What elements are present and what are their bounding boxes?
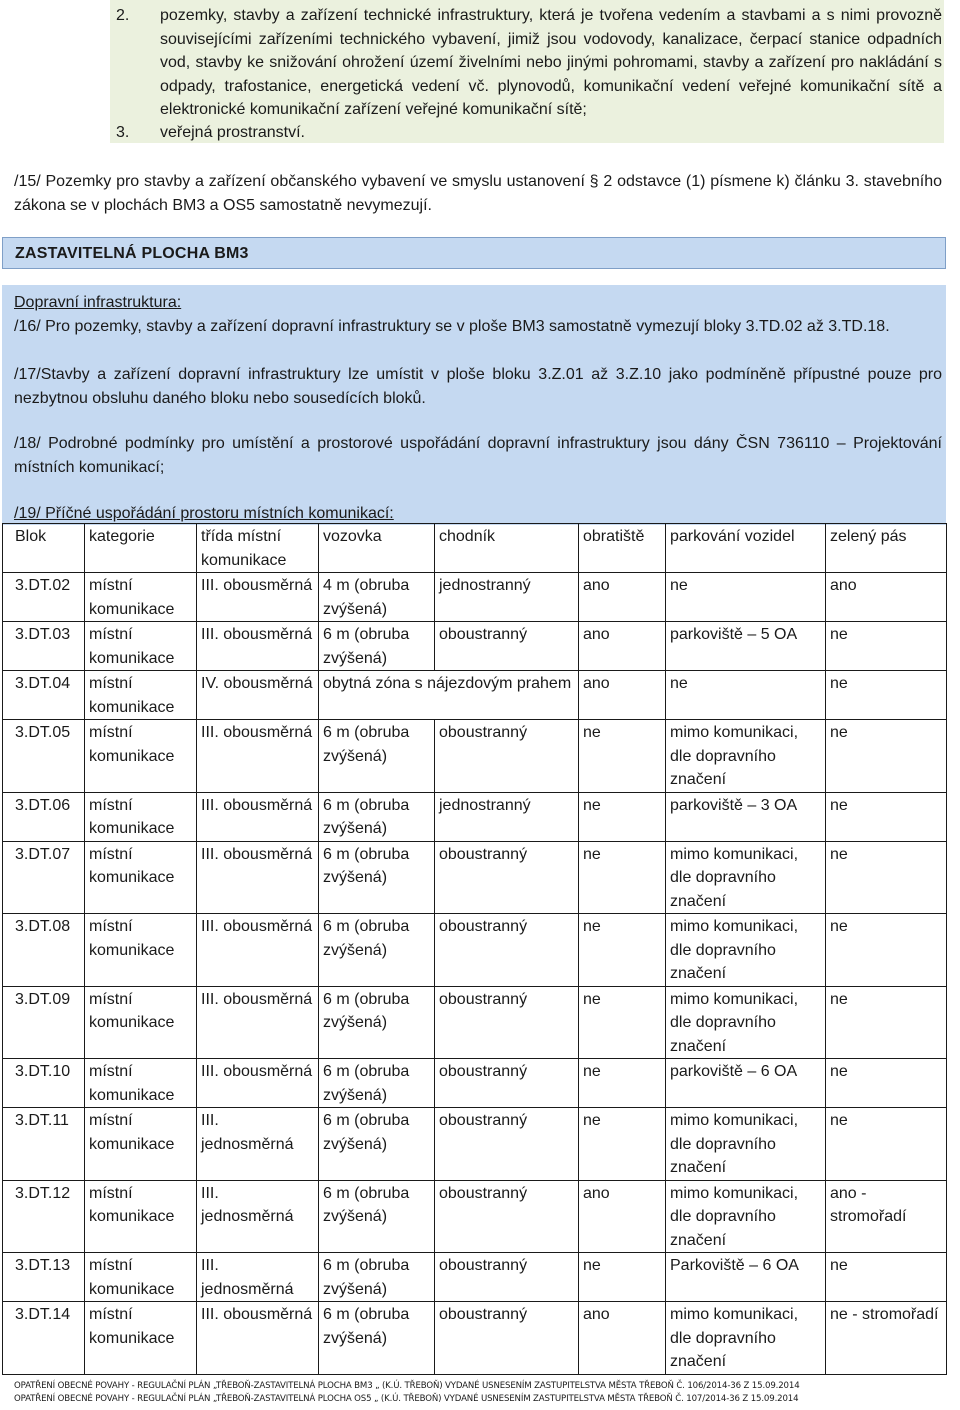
table-row	[3, 841, 947, 914]
cell-obratiste: ne	[579, 1059, 666, 1108]
list-item-number: 2.	[116, 7, 130, 24]
cell-blok: 3.DT.02	[3, 573, 85, 622]
table-row	[3, 792, 947, 841]
paragraph-18: /18/ Podrobné podmínky pro umístění a prostorové uspořádání dopravní infrastruktury jsou dány ČSN 736110 – Projektování místních komunikací;	[14, 435, 942, 476]
header-chodnik: chodník	[435, 524, 579, 573]
cell-kategorie: místní komunikace	[85, 841, 197, 914]
cell-vozovka: 6 m (obruba zvýšená)	[319, 720, 435, 793]
cell-obratiste: ne	[579, 792, 666, 841]
cell-obratiste: ne	[579, 986, 666, 1059]
cell-parkovani: mimo komunikaci, dle dopravního značení	[666, 720, 826, 793]
cell-vozovka: 4 m (obruba zvýšená)	[319, 573, 435, 622]
cell-kategorie: místní komunikace	[85, 1059, 197, 1108]
header-zeleny-pas: zelený pás	[826, 524, 947, 573]
cell-zeleny-pas: ne	[826, 986, 947, 1059]
cell-zeleny-pas: ano	[826, 573, 947, 622]
table-row	[3, 986, 947, 1059]
cell-trida: III. obousměrná	[197, 792, 319, 841]
cell-vozovka: 6 m (obruba zvýšená)	[319, 914, 435, 987]
cell-vozovka: 6 m (obruba zvýšená)	[319, 986, 435, 1059]
table-row	[3, 622, 947, 671]
road-profile-table	[2, 523, 947, 1375]
cell-chodnik: jednostranný	[435, 792, 579, 841]
cell-blok: 3.DT.06	[3, 792, 85, 841]
cell-parkovani: parkoviště – 3 OA	[666, 792, 826, 841]
cell-parkovani: mimo komunikaci, dle dopravního značení	[666, 914, 826, 987]
cell-chodnik: oboustranný	[435, 720, 579, 793]
cell-chodnik: oboustranný	[435, 622, 579, 671]
cell-trida: III. jednosměrná	[197, 1253, 319, 1302]
cell-obratiste: ano	[579, 671, 666, 720]
section-heading-box	[2, 237, 946, 269]
cell-obratiste: ano	[579, 622, 666, 671]
cell-kategorie: místní komunikace	[85, 1180, 197, 1253]
cell-kategorie: místní komunikace	[85, 1302, 197, 1375]
cell-blok: 3.DT.14	[3, 1302, 85, 1375]
list-item-text: veřejná prostranství.	[160, 124, 305, 141]
cell-zeleny-pas: ne	[826, 914, 947, 987]
header-trida: třída místní komunikace	[197, 524, 319, 573]
cell-zeleny-pas: ne	[826, 792, 947, 841]
paragraph-17: /17/Stavby a zařízení dopravní infrastruktury lze umístit v ploše bloku 3.Z.01 až 3.Z.10 jako podmíněně přípustné pouze pro nezbytnou obsluhu daného bloku nebo sousedících bloků.	[14, 366, 942, 407]
cell-chodnik: oboustranný	[435, 1059, 579, 1108]
cell-zeleny-pas: ne	[826, 1059, 947, 1108]
cell-chodnik: oboustranný	[435, 914, 579, 987]
table-row	[3, 1108, 947, 1181]
header-blok: Blok	[3, 524, 85, 573]
cell-kategorie: místní komunikace	[85, 986, 197, 1059]
cell-obratiste: ne	[579, 841, 666, 914]
cell-parkovani: mimo komunikaci, dle dopravního značení	[666, 1302, 826, 1375]
table-row	[3, 1180, 947, 1253]
cell-parkovani: mimo komunikaci, dle dopravního značení	[666, 1108, 826, 1181]
cell-kategorie: místní komunikace	[85, 573, 197, 622]
cell-blok: 3.DT.04	[3, 671, 85, 720]
section-heading: ZASTAVITELNÁ PLOCHA BM3	[15, 245, 249, 262]
cell-parkovani: parkoviště – 6 OA	[666, 1059, 826, 1108]
cell-blok: 3.DT.09	[3, 986, 85, 1059]
cell-zeleny-pas: ne	[826, 841, 947, 914]
cell-zeleny-pas: ne	[826, 671, 947, 720]
cell-trida: III. obousměrná	[197, 720, 319, 793]
cell-obratiste: ano	[579, 573, 666, 622]
cell-zeleny-pas: ne	[826, 1253, 947, 1302]
cell-obratiste: ano	[579, 1302, 666, 1375]
cell-vozovka: 6 m (obruba zvýšená)	[319, 1180, 435, 1253]
cell-blok: 3.DT.11	[3, 1108, 85, 1181]
cell-chodnik: oboustranný	[435, 1180, 579, 1253]
cell-parkovani: mimo komunikaci, dle dopravního značení	[666, 986, 826, 1059]
cell-chodnik: oboustranný	[435, 1253, 579, 1302]
cell-obratiste: ne	[579, 1108, 666, 1181]
cell-vozovka: 6 m (obruba zvýšená)	[319, 1059, 435, 1108]
header-vozovka: vozovka	[319, 524, 435, 573]
cell-trida: III. obousměrná	[197, 1302, 319, 1375]
cell-chodnik: oboustranný	[435, 986, 579, 1059]
cell-zeleny-pas: ne	[826, 720, 947, 793]
cell-chodnik: oboustranný	[435, 1108, 579, 1181]
cell-kategorie: místní komunikace	[85, 1253, 197, 1302]
cell-obratiste: ne	[579, 720, 666, 793]
cell-vozovka: 6 m (obruba zvýšená)	[319, 792, 435, 841]
cell-parkovani: ne	[666, 573, 826, 622]
cell-parkovani: Parkoviště – 6 OA	[666, 1253, 826, 1302]
table-row	[3, 1253, 947, 1302]
cell-trida: III. obousměrná	[197, 841, 319, 914]
cell-trida: IV. obousměrná	[197, 671, 319, 720]
cell-blok: 3.DT.12	[3, 1180, 85, 1253]
cell-blok: 3.DT.10	[3, 1059, 85, 1108]
cell-blok: 3.DT.08	[3, 914, 85, 987]
cell-chodnik: oboustranný	[435, 1302, 579, 1375]
cell-kategorie: místní komunikace	[85, 1108, 197, 1181]
cell-vozovka: 6 m (obruba zvýšená)	[319, 1108, 435, 1181]
table-row	[3, 1059, 947, 1108]
cell-vozovka: 6 m (obruba zvýšená)	[319, 1253, 435, 1302]
list-item-text: pozemky, stavby a zařízení technické infrastruktury, která je tvořena vedením a stavbami a s nimi provozně souvisejícími zařízeními technického vybavení, jimiž jsou vodovody, kanalizace, čerpací stanice odpadních vod, stavby ke snižování ohrožení území živelními nebo jinými pohromami, stavby a zařízení pro nakládání s odpady, trafostanice, energetická vedení vč. plynovodů, komunikační vedení veřejné komunikační sítě a elektronické komunikační zařízení veřejné komunikační sítě;	[160, 7, 942, 118]
cell-zeleny-pas: ano - stromořadí	[826, 1180, 947, 1253]
footer-line-1: OPATŘENÍ OBECNÉ POVAHY - REGULAČNÍ PLÁN „TŘEBOŇ-ZASTAVITELNÁ PLOCHA BM3 „ (K.Ú. TŘEBOŇ) VYDANÉ USNESENÍM ZASTUPITELSTVA MĚSTA TŘEBOŇ Č. 106/2014-36 Z 15.09.2014	[14, 1381, 800, 1391]
header-obratiste: obratiště	[579, 524, 666, 573]
table-row	[3, 573, 947, 622]
table-row	[3, 671, 947, 720]
cell-parkovani: mimo komunikaci, dle dopravního značení	[666, 841, 826, 914]
cell-kategorie: místní komunikace	[85, 792, 197, 841]
cell-obratiste: ne	[579, 1253, 666, 1302]
cell-kategorie: místní komunikace	[85, 622, 197, 671]
cell-zeleny-pas: ne	[826, 622, 947, 671]
cell-obratiste: ano	[579, 1180, 666, 1253]
cell-obratiste: ne	[579, 914, 666, 987]
cell-blok: 3.DT.03	[3, 622, 85, 671]
cell-trida: III. jednosměrná	[197, 1180, 319, 1253]
footer-line-2: OPATŘENÍ OBECNÉ POVAHY - REGULAČNÍ PLÁN „TŘEBOŇ-ZASTAVITELNÁ PLOCHA OS5 „ (K.Ú. TŘEBOŇ) VYDANÉ USNESENÍM ZASTUPITELSTVA MĚSTA TŘEBOŇ Č. 107/2014-36 Z 15.09.2014	[14, 1394, 799, 1404]
subheading-transport: Dopravní infrastruktura:	[14, 294, 182, 311]
cell-vozovka: 6 m (obruba zvýšená)	[319, 622, 435, 671]
list-item-number: 3.	[116, 124, 130, 141]
cell-parkovani: parkoviště – 5 OA	[666, 622, 826, 671]
cell-kategorie: místní komunikace	[85, 720, 197, 793]
cell-parkovani: mimo komunikaci, dle dopravního značení	[666, 1180, 826, 1253]
table-header-row	[3, 524, 947, 573]
cell-vozovka: 6 m (obruba zvýšená)	[319, 1302, 435, 1375]
cell-chodnik: jednostranný	[435, 573, 579, 622]
header-parkovani: parkování vozidel	[666, 524, 826, 573]
cell-trida: III. jednosměrná	[197, 1108, 319, 1181]
cell-trida: III. obousměrná	[197, 914, 319, 987]
cell-vozovka: obytná zóna s nájezdovým prahem	[319, 671, 579, 720]
header-kategorie: kategorie	[85, 524, 197, 573]
paragraph-15: /15/ Pozemky pro stavby a zařízení občanského vybavení ve smyslu ustanovení § 2 odstavce (1) písmene k) článku 3. stavebního zákona se v plochách BM3 a OS5 samostatně nevymezují.	[14, 173, 942, 214]
list-item-3	[116, 121, 942, 145]
cell-kategorie: místní komunikace	[85, 671, 197, 720]
cell-trida: III. obousměrná	[197, 622, 319, 671]
cell-blok: 3.DT.05	[3, 720, 85, 793]
cell-blok: 3.DT.07	[3, 841, 85, 914]
cell-vozovka: 6 m (obruba zvýšená)	[319, 841, 435, 914]
paragraph-16: /16/ Pro pozemky, stavby a zařízení dopravní infrastruktury se v ploše BM3 samostatně vymezují bloky 3.TD.02 až 3.TD.18.	[14, 318, 890, 335]
paragraph-19	[14, 502, 942, 526]
cell-trida: III. obousměrná	[197, 1059, 319, 1108]
cell-zeleny-pas: ne	[826, 1108, 947, 1181]
list-item-2	[116, 4, 942, 122]
paragraph-19-title: /19/ Příčné uspořádání prostoru místních komunikací:	[14, 505, 394, 522]
cell-chodnik: oboustranný	[435, 841, 579, 914]
cell-kategorie: místní komunikace	[85, 914, 197, 987]
table-row	[3, 720, 947, 793]
cell-trida: III. obousměrná	[197, 986, 319, 1059]
cell-parkovani: ne	[666, 671, 826, 720]
cell-zeleny-pas: ne - stromořadí	[826, 1302, 947, 1375]
table-row	[3, 914, 947, 987]
cell-trida: III. obousměrná	[197, 573, 319, 622]
cell-blok: 3.DT.13	[3, 1253, 85, 1302]
table-row	[3, 1302, 947, 1375]
